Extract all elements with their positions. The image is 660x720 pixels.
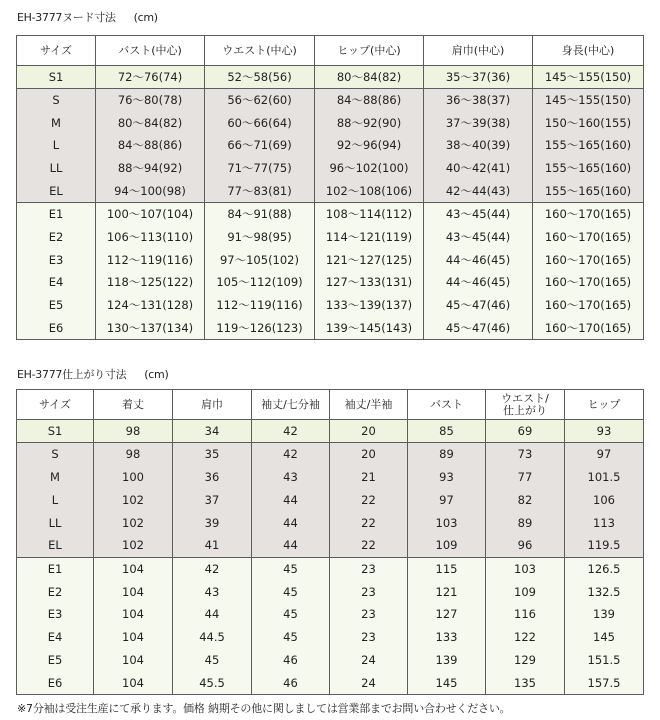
size-label-cell: S	[17, 88, 96, 111]
footnote: ※7分袖は受注生産にて承ります。価格 納期その他に関しましては営業部までお問い合わせください。	[17, 702, 511, 715]
table-cell: 106	[565, 488, 644, 511]
table-cell: 20	[330, 442, 408, 465]
table-cell: 42	[252, 420, 330, 443]
table-cell: 100	[94, 465, 173, 488]
table-row	[17, 465, 644, 488]
size-label-cell: EL	[17, 534, 94, 557]
table-cell: 160〜170(165)	[533, 202, 644, 225]
table-cell: 104	[94, 580, 173, 603]
table-cell: 160〜170(165)	[533, 225, 644, 248]
table-cell: 66〜71(69)	[205, 134, 315, 157]
table-cell: 103	[486, 557, 565, 580]
table-cell: 109	[486, 580, 565, 603]
table-cell: 23	[330, 580, 408, 603]
table-cell: 121	[408, 580, 486, 603]
table-cell: 139	[408, 649, 486, 672]
finished-size-title: EH-3777仕上がり寸法	[17, 368, 127, 381]
table-cell: 52〜58(56)	[205, 66, 315, 89]
size-label-cell: E5	[17, 649, 94, 672]
table-cell: 22	[330, 534, 408, 557]
table-cell: 102	[94, 534, 173, 557]
table-cell: 23	[330, 603, 408, 626]
nude-size-table	[16, 35, 644, 340]
table-cell: 127〜133(131)	[315, 271, 424, 294]
table-cell: 97	[408, 488, 486, 511]
column-header: 袖丈/七分袖	[252, 390, 330, 420]
table-cell: 44〜46(45)	[424, 248, 533, 271]
table-row	[17, 649, 644, 672]
table-cell: 71〜77(75)	[205, 157, 315, 180]
table-body	[17, 66, 644, 340]
table-cell: 46	[252, 672, 330, 695]
size-label-cell: E2	[17, 225, 96, 248]
table-cell: 103	[408, 511, 486, 534]
size-label-cell: M	[17, 111, 96, 134]
size-label-cell: LL	[17, 511, 94, 534]
table-cell: 24	[330, 672, 408, 695]
table-cell: 114〜121(119)	[315, 225, 424, 248]
table-cell: 45	[252, 580, 330, 603]
table-cell: 23	[330, 626, 408, 649]
table-cell: 145〜155(150)	[533, 88, 644, 111]
table-cell: 24	[330, 649, 408, 672]
table-cell: 155〜165(160)	[533, 134, 644, 157]
size-label-cell: LL	[17, 157, 96, 180]
table-cell: 115	[408, 557, 486, 580]
column-header: 肩巾	[173, 390, 252, 420]
table-cell: 108〜114(112)	[315, 202, 424, 225]
table-row	[17, 511, 644, 534]
column-header: 身長(中心)	[533, 36, 644, 66]
table-cell: 84〜88(86)	[96, 134, 205, 157]
nude-size-unit: (cm)	[133, 11, 158, 24]
table-cell: 105〜112(109)	[205, 271, 315, 294]
table-cell: 60〜66(64)	[205, 111, 315, 134]
nude-size-title: EH-3777ヌード寸法	[17, 11, 116, 24]
table-cell: 44	[173, 603, 252, 626]
table-cell: 116	[486, 603, 565, 626]
table-header-row	[17, 36, 644, 66]
size-label-cell: S	[17, 442, 94, 465]
table-cell: 56〜62(60)	[205, 88, 315, 111]
table-cell: 77	[486, 465, 565, 488]
table-cell: 38〜40(39)	[424, 134, 533, 157]
table-cell: 37	[173, 488, 252, 511]
table-cell: 97	[565, 442, 644, 465]
size-label-cell: M	[17, 465, 94, 488]
table-cell: 119〜126(123)	[205, 317, 315, 340]
table-cell: 45〜47(46)	[424, 317, 533, 340]
table-cell: 85	[408, 420, 486, 443]
table-cell: 22	[330, 488, 408, 511]
table-row	[17, 557, 644, 580]
table-row	[17, 271, 644, 294]
table-cell: 45	[252, 603, 330, 626]
table-body	[17, 420, 644, 695]
table-cell: 119.5	[565, 534, 644, 557]
table-cell: 139	[565, 603, 644, 626]
column-header: サイズ	[17, 36, 96, 66]
table-cell: 133	[408, 626, 486, 649]
table-cell: 34	[173, 420, 252, 443]
table-cell: 129	[486, 649, 565, 672]
table-cell: 157.5	[565, 672, 644, 695]
table-cell: 23	[330, 557, 408, 580]
table-cell: 80〜84(82)	[96, 111, 205, 134]
table-cell: 80〜84(82)	[315, 66, 424, 89]
table-cell: 160〜170(165)	[533, 294, 644, 317]
table-cell: 44	[252, 534, 330, 557]
table-cell: 98	[94, 420, 173, 443]
size-label-cell: E6	[17, 672, 94, 695]
table-cell: 39	[173, 511, 252, 534]
table-cell: 126.5	[565, 557, 644, 580]
table-row	[17, 66, 644, 89]
table-cell: 109	[408, 534, 486, 557]
table-cell: 160〜170(165)	[533, 248, 644, 271]
finished-size-caption	[17, 366, 168, 382]
table-cell: 150〜160(155)	[533, 111, 644, 134]
table-cell: 45	[252, 557, 330, 580]
size-label-cell: E3	[17, 248, 96, 271]
table-cell: 102	[94, 511, 173, 534]
table-cell: 91〜98(95)	[205, 225, 315, 248]
table-cell: 45	[252, 626, 330, 649]
table-cell: 76〜80(78)	[96, 88, 205, 111]
table-row	[17, 420, 644, 443]
table-cell: 92〜96(94)	[315, 134, 424, 157]
table-cell: 84〜88(86)	[315, 88, 424, 111]
table-cell: 45	[173, 649, 252, 672]
table-cell: 45.5	[173, 672, 252, 695]
table-cell: 40〜42(41)	[424, 157, 533, 180]
table-cell: 88〜92(90)	[315, 111, 424, 134]
table-cell: 130〜137(134)	[96, 317, 205, 340]
table-cell: 43	[173, 580, 252, 603]
table-cell: 155〜165(160)	[533, 157, 644, 180]
table-row	[17, 534, 644, 557]
table-cell: 139〜145(143)	[315, 317, 424, 340]
table-cell: 133〜139(137)	[315, 294, 424, 317]
size-label-cell: E6	[17, 317, 96, 340]
table-cell: 37〜39(38)	[424, 111, 533, 134]
table-cell: 89	[408, 442, 486, 465]
table-cell: 42〜44(43)	[424, 180, 533, 203]
table-cell: 132.5	[565, 580, 644, 603]
table-cell: 113	[565, 511, 644, 534]
size-label-cell: E4	[17, 271, 96, 294]
table-cell: 82	[486, 488, 565, 511]
table-cell: 44	[252, 511, 330, 534]
table-cell: 145	[565, 626, 644, 649]
column-header: ウエスト(中心)	[205, 36, 315, 66]
table-row	[17, 672, 644, 695]
table-cell: 124〜131(128)	[96, 294, 205, 317]
table-row	[17, 294, 644, 317]
table-row	[17, 603, 644, 626]
size-label-cell: E5	[17, 294, 96, 317]
table-cell: 21	[330, 465, 408, 488]
table-cell: 112〜119(116)	[96, 248, 205, 271]
table-cell: 22	[330, 511, 408, 534]
table-cell: 20	[330, 420, 408, 443]
table-cell: 97〜105(102)	[205, 248, 315, 271]
table-cell: 155〜165(160)	[533, 180, 644, 203]
table-cell: 35	[173, 442, 252, 465]
table-cell: 135	[486, 672, 565, 695]
table-cell: 36〜38(37)	[424, 88, 533, 111]
table-cell: 35〜37(36)	[424, 66, 533, 89]
size-label-cell: S1	[17, 420, 94, 443]
table-row	[17, 202, 644, 225]
table-cell: 88〜94(92)	[96, 157, 205, 180]
table-cell: 44.5	[173, 626, 252, 649]
table-cell: 94〜100(98)	[96, 180, 205, 203]
table-row	[17, 180, 644, 203]
size-label-cell: E2	[17, 580, 94, 603]
table-cell: 104	[94, 672, 173, 695]
table-cell: 102〜108(106)	[315, 180, 424, 203]
table-cell: 160〜170(165)	[533, 317, 644, 340]
table-cell: 118〜125(122)	[96, 271, 205, 294]
table-cell: 43	[252, 465, 330, 488]
table-cell: 73	[486, 442, 565, 465]
table-row	[17, 626, 644, 649]
table-row	[17, 488, 644, 511]
column-header: 肩巾(中心)	[424, 36, 533, 66]
table-cell: 44	[252, 488, 330, 511]
table-cell: 46	[252, 649, 330, 672]
table-cell: 104	[94, 649, 173, 672]
table-cell: 104	[94, 626, 173, 649]
table-cell: 151.5	[565, 649, 644, 672]
table-cell: 104	[94, 557, 173, 580]
table-row	[17, 88, 644, 111]
table-row	[17, 442, 644, 465]
column-header: ウエスト/ 仕上がり	[486, 390, 565, 420]
table-cell: 160〜170(165)	[533, 271, 644, 294]
column-header: 着丈	[94, 390, 173, 420]
size-label-cell: S1	[17, 66, 96, 89]
table-cell: 127	[408, 603, 486, 626]
column-header: ヒップ(中心)	[315, 36, 424, 66]
table-cell: 106〜113(110)	[96, 225, 205, 248]
size-label-cell: E1	[17, 202, 96, 225]
table-cell: 102	[94, 488, 173, 511]
table-cell: 43〜45(44)	[424, 225, 533, 248]
table-cell: 72〜76(74)	[96, 66, 205, 89]
table-row	[17, 580, 644, 603]
table-cell: 96	[486, 534, 565, 557]
table-cell: 104	[94, 603, 173, 626]
table-cell: 77〜83(81)	[205, 180, 315, 203]
table-cell: 121〜127(125)	[315, 248, 424, 271]
table-cell: 69	[486, 420, 565, 443]
table-cell: 93	[408, 465, 486, 488]
table-cell: 44〜46(45)	[424, 271, 533, 294]
finished-size-unit: (cm)	[144, 368, 169, 381]
table-header-row	[17, 390, 644, 420]
table-cell: 112〜119(116)	[205, 294, 315, 317]
table-row	[17, 111, 644, 134]
table-cell: 41	[173, 534, 252, 557]
table-row	[17, 225, 644, 248]
table-cell: 42	[252, 442, 330, 465]
table-row	[17, 317, 644, 340]
size-label-cell: L	[17, 488, 94, 511]
nude-size-caption	[17, 9, 158, 25]
column-header: 袖丈/半袖	[330, 390, 408, 420]
table-cell: 45〜47(46)	[424, 294, 533, 317]
table-cell: 122	[486, 626, 565, 649]
table-row	[17, 134, 644, 157]
size-label-cell: E4	[17, 626, 94, 649]
table-cell: 101.5	[565, 465, 644, 488]
size-label-cell: L	[17, 134, 96, 157]
finished-size-table	[16, 389, 644, 695]
table-cell: 96〜102(100)	[315, 157, 424, 180]
column-header: バスト	[408, 390, 486, 420]
table-cell: 98	[94, 442, 173, 465]
table-cell: 84〜91(88)	[205, 202, 315, 225]
column-header: バスト(中心)	[96, 36, 205, 66]
size-label-cell: EL	[17, 180, 96, 203]
table-cell: 100〜107(104)	[96, 202, 205, 225]
table-cell: 36	[173, 465, 252, 488]
table-cell: 93	[565, 420, 644, 443]
column-header: サイズ	[17, 390, 94, 420]
table-cell: 145〜155(150)	[533, 66, 644, 89]
table-cell: 43〜45(44)	[424, 202, 533, 225]
table-row	[17, 157, 644, 180]
table-row	[17, 248, 644, 271]
table-cell: 145	[408, 672, 486, 695]
table-cell: 42	[173, 557, 252, 580]
size-label-cell: E1	[17, 557, 94, 580]
column-header: ヒップ	[565, 390, 644, 420]
size-label-cell: E3	[17, 603, 94, 626]
table-cell: 89	[486, 511, 565, 534]
